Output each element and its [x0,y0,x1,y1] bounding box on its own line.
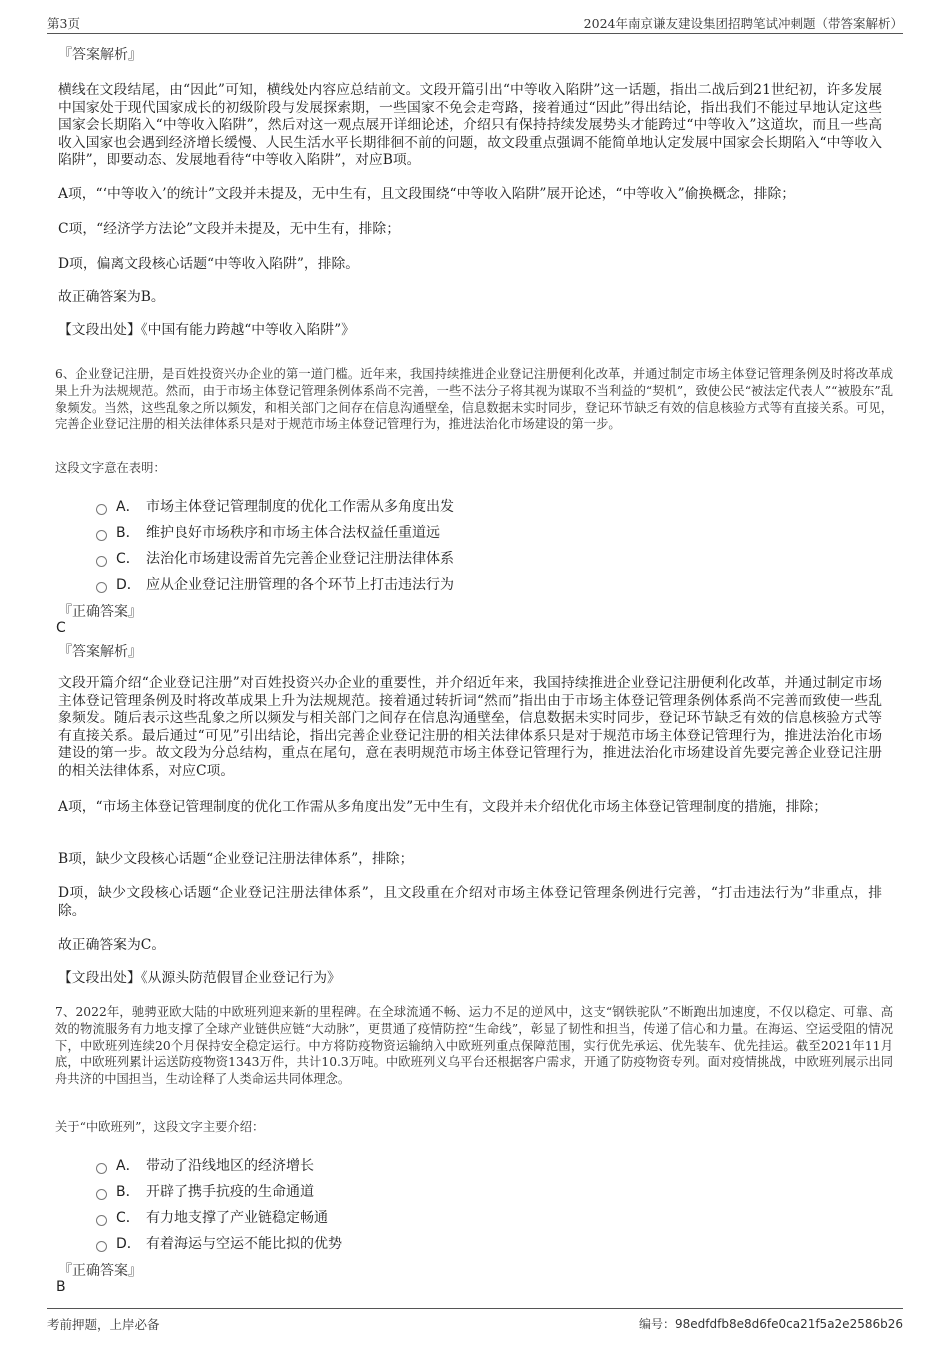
radio-button[interactable] [96,1189,107,1200]
passage-source: 【文段出处】《中国有能力跨越“中等收入陷阱”》 [58,322,355,338]
document-id: 编号：98edfdfb8e8d6fe0ca21f5a2e2586b26 [639,1317,903,1331]
option-a[interactable]: A． 带动了沿线地区的经济增长 [96,1155,314,1175]
radio-button[interactable] [96,556,107,567]
note-option-b: B项，缺少文段核心话题“企业登记注册法律体系”，排除； [58,851,414,867]
radio-button[interactable] [96,504,107,515]
note-option-d: D项，缺少文段核心话题“企业登记注册法律体系”，且文段重在介绍对市场主体登记管理条例进行完善，“打击违法行为”非重点，排除。 [58,885,882,919]
passage-source: 【文段出处】《从源头防范假冒企业登记行为》 [58,970,341,986]
document-title: 2024年南京谦友建设集团招聘笔试冲刺题（带答案解析） [583,16,903,31]
page-footer [47,1308,903,1333]
analysis-tag: 『答案解析』 [58,644,142,660]
conclusion: 故正确答案为B。 [58,289,165,305]
footer-slogan: 考前押题，上岸必备 [47,1317,160,1332]
radio-button[interactable] [96,1215,107,1226]
question-7-prompt: 关于“中欧班列”，这段文字主要介绍： [55,1120,265,1134]
note-option-c: C项，“经济学方法论”文段并未提及，无中生有，排除； [58,221,400,237]
question-6-passage: 6、企业登记注册，是百姓投资兴办企业的第一道门槛。近年来，我国持续推进企业登记注册便利化改革，并通过制定市场主体登记管理条例及时将改革成果上升为法规规范。然而，由于市场主体登记管理条例体系尚不完善，一些不法分子将其视为谋取不当利益的“契机”，致使公民“被法定代表人”“被股东”乱象频发。当然，这些乱象之所以频发，和相关部门之间存在信息沟通壁垒，信息数据未实时同步，登记环节缺乏有效的信息核验方式等有直接关系。可见，完善企业登记注册的相关法律体系只是对于规范市场主体登记管理行为，推进法治化市场建设的第一步。 [55,367,893,432]
radio-button[interactable] [96,582,107,593]
analysis-text: 文段开篇介绍“企业登记注册”对百姓投资兴办企业的重要性，并介绍近年来，我国持续推进企业登记注册便利化改革，并通过制定市场主体登记管理条例及时将改革成果上升为法规规范。接着通过转折词“然而”指出由于市场主体登记管理条例体系尚不完善而致使一些乱象频发。随后表示这些乱象之所以频发与相关部门之间存在信息沟通壁垒，信息数据未实时同步，登记环节缺乏有效的信息核验方式等有直接关系。最后通过“可见”引出结论，指出完善企业登记注册的相关法律体系只是对于规范市场主体登记管理行为，推进法治化市场建设的第一步。故文段为分总结构，重点在尾句，意在表明规范市场主体登记管理行为，推进法治化市场建设首先要完善企业登记注册的相关法律体系，对应C项。 [58,675,882,779]
radio-button[interactable] [96,530,107,541]
correct-answer-tag: 『正确答案』 [58,604,142,620]
radio-button[interactable] [96,1241,107,1252]
question-7-passage: 7、2022年，驰骋亚欧大陆的中欧班列迎来新的里程碑。在全球流通不畅、运力不足的逆风中，这支“钢铁驼队”不断跑出加速度，不仅以稳定、可靠、高效的物流服务有力地支撑了全球产业链供应链“大动脉”，更贯通了疫情防控“生命线”，彰显了韧性和担当，传递了信心和力量。在海运、空运受阻的情况下，中欧班列连续20个月保持安全稳定运行。中方将防疫物资运输纳入中欧班列重点保障范围，实行优先承运、优先装车、优先挂运。截至2021年11月底，中欧班列累计运送防疫物资1343万件，共计10.3万吨。中欧班列义乌平台还根据客户需求，开通了防疫物资专列。面对疫情挑战，中欧班列展示出同舟共济的中国担当，生动诠释了人类命运共同体理念。 [55,1005,893,1087]
conclusion: 故正确答案为C。 [58,937,166,953]
page-header [47,11,903,34]
page-number: 第3页 [47,16,80,31]
note-option-a: A项，“市场主体登记管理制度的优化工作需从多角度出发”无中生有，文段并未介绍优化市场主体登记管理制度的措施，排除； [58,799,828,815]
correct-answer-tag: 『正确答案』 [58,1263,142,1279]
option-c[interactable]: C． 法治化市场建设需首先完善企业登记注册法律体系 [96,548,454,568]
option-c[interactable]: C． 有力地支撑了产业链稳定畅通 [96,1207,328,1227]
analysis-tag: 『答案解析』 [58,47,142,63]
correct-answer: B [56,1279,66,1295]
option-a[interactable]: A． 市场主体登记管理制度的优化工作需从多角度出发 [96,496,454,516]
radio-button[interactable] [96,1163,107,1174]
analysis-text: 横线在文段结尾，由“因此”可知，横线处内容应总结前文。文段开篇引出“中等收入陷阱”这一话题，指出二战后到21世纪初，许多发展中国家处于现代国家成长的初级阶段与发展探索期，一些国家不免会走弯路，接着通过“因此”得出结论，指出我们不能过早地认定这些国家会长期陷入“中等收入陷阱”，然后对这一观点展开详细论述，介绍只有保持持续发展势头才能跨过“中等收入”这道坎，而且一些高收入国家也会遇到经济增长缓慢、人民生活水平长期徘徊不前的问题，故文段重点强调不能简单地认定发展中国家会长期陷入“中等收入陷阱”，即要动态、发展地看待“中等收入陷阱”，对应B项。 [58,82,882,168]
option-b[interactable]: B． 开辟了携手抗疫的生命通道 [96,1181,314,1201]
option-d[interactable]: D． 应从企业登记注册管理的各个环节上打击违法行为 [96,574,454,594]
note-option-a: A项，“‘中等收入’的统计”文段并未提及，无中生有，且文段围绕“中等收入陷阱”展开论述，“中等收入”偷换概念，排除； [58,186,796,202]
option-d[interactable]: D． 有着海运与空运不能比拟的优势 [96,1233,342,1253]
option-b[interactable]: B． 维护良好市场秩序和市场主体合法权益任重道远 [96,522,440,542]
correct-answer: C [56,620,66,636]
note-option-d: D项，偏离文段核心话题“中等收入陷阱”，排除。 [58,256,360,272]
question-6-prompt: 这段文字意在表明： [55,461,166,475]
